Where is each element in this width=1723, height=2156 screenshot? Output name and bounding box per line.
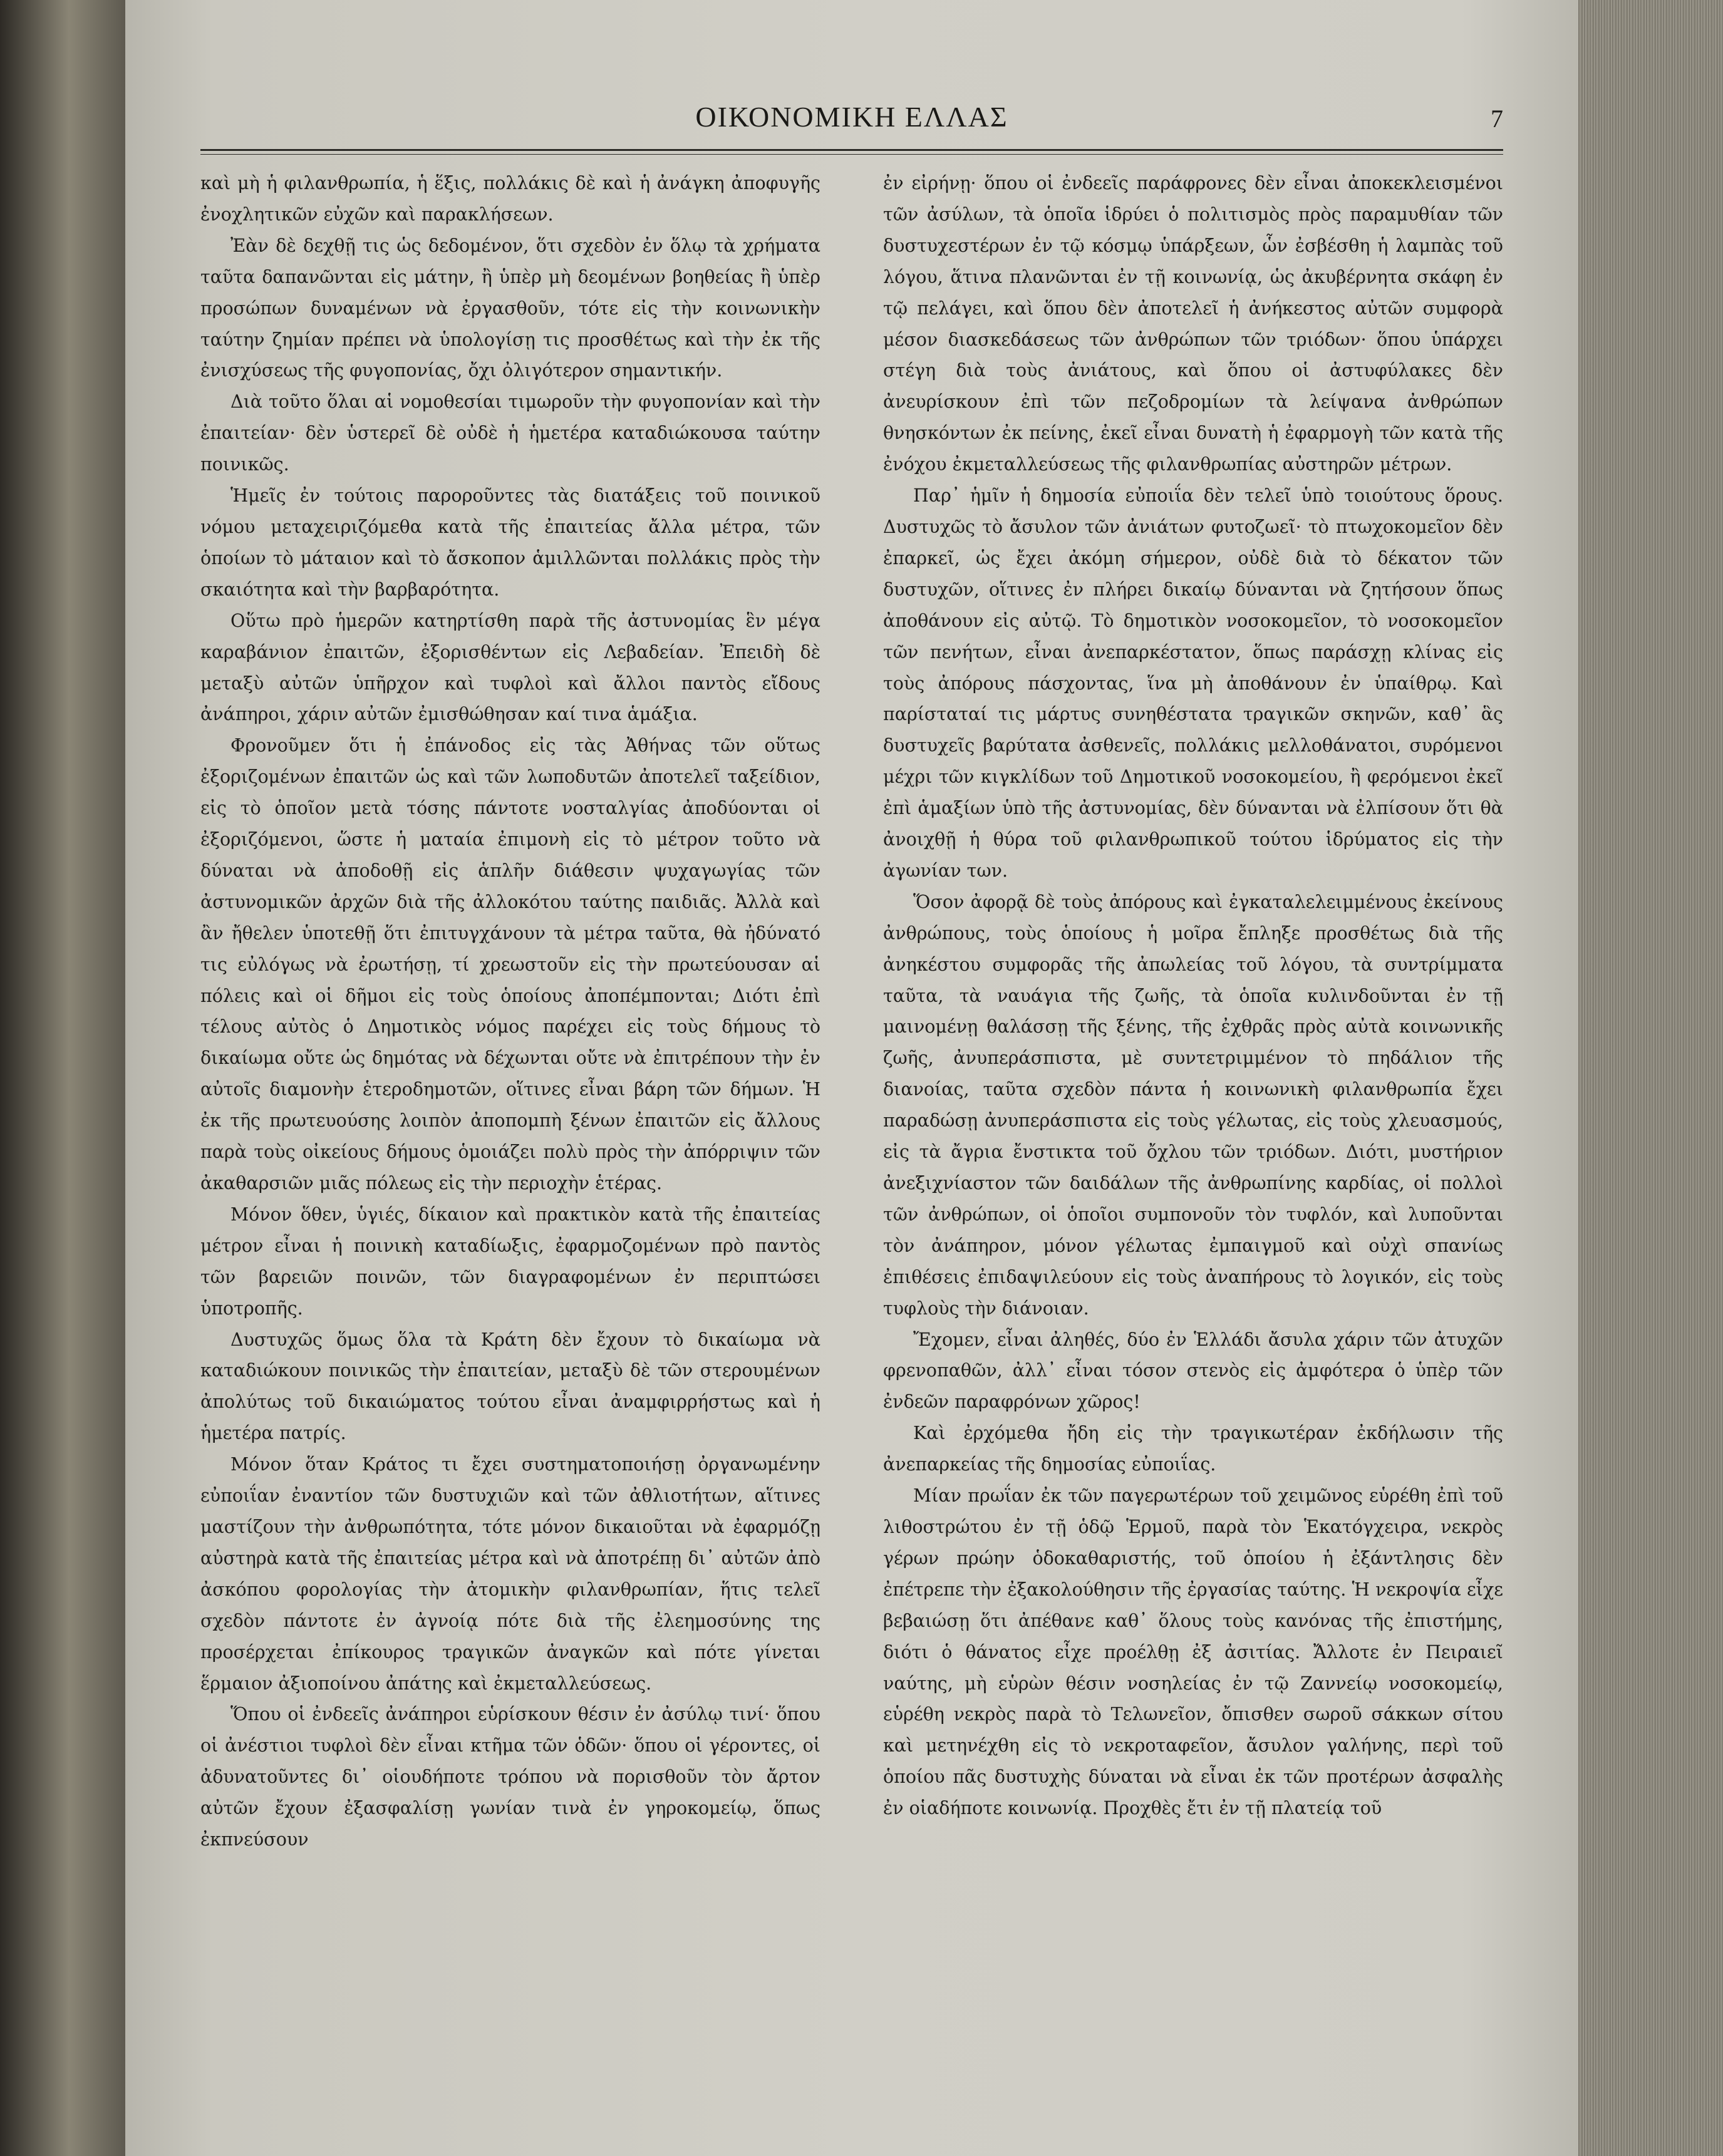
paragraph: Ὅσον ἀφορᾷ δὲ τοὺς ἀπόρους καὶ ἐγκαταλελειμμένους ἐκείνους ἀνθρώπους, τοὺς ὁποίους ἡ μοῖρα ἔπληξε προσθέτως διὰ τῆς ἀνηκέστου συμφορᾶς τῆς ἀπωλείας τοῦ λόγου, τὰ συντρίμματα ταῦτα, τὰ ναυάγια τῆς ζωῆς, τὰ ὁποῖα κυλινδοῦνται ἐν τῇ μαινομένῃ θαλάσσῃ τῆς ξένης, τῆς ἐχθρᾶς πρὸς αὐτὰ κοινωνικῆς ζωῆς, ἀνυπεράσπιστα, μὲ συντετριμμένον τὸ πηδάλιον τῆς διανοίας, ταῦτα σχεδὸν πάντα ἡ κοινωνικὴ φιλανθρωπία ἔχει παραδώσῃ ἀνυπεράσπιστα εἰς τοὺς γέλωτας, εἰς τοὺς χλευασμούς, εἰς τὰ ἄγρια ἔνστικτα τοῦ ὄχλου τῶν τριόδων. Διότι, μυστήριον ἀνεξιχνίαστον τῶν δαιδάλων τῆς ἀνθρωπίνης καρδίας, οἱ πολλοὶ τῶν ἀνθρώπων, οἱ ὁποῖοι συμπονοῦν τὸν τυφλόν, καὶ λυποῦνται τὸν ἀνάπηρον, μόνον γέλωτας ἐμπαιγμοῦ καὶ οὐχὶ σπανίως ἐπιθέσεις ἐπιδαψιλεύουν εἰς τοὺς ἀναπήρους τὸ λογικόν, εἰς τοὺς τυφλοὺς τὴν διάνοιαν.: [883, 891, 1503, 1319]
page-header: [200, 94, 1503, 163]
paragraph: Δυστυχῶς ὅμως ὅλα τὰ Κράτη δὲν ἔχουν τὸ δικαίωμα νὰ καταδιώκουν ποινικῶς τὴν ἐπαιτείαν, μεταξὺ δὲ τῶν στερουμένων ἀπολύτως τοῦ δικαιώματος τούτου εἶναι ἀναμφιρρήστως καὶ ἡ ἡμετέρα πατρίς.: [200, 1329, 820, 1444]
paragraph: Καὶ ἐρχόμεθα ἤδη εἰς τὴν τραγικωτέραν ἐκδήλωσιν τῆς ἀνεπαρκείας τῆς δημοσίας εὐποιΐας.: [883, 1423, 1503, 1475]
right-column: [883, 168, 1503, 1824]
facing-page-edge: [0, 0, 125, 2156]
paragraph: ἐν εἰρήνῃ· ὅπου οἱ ἐνδεεῖς παράφρονες δὲν εἶναι ἀποκεκλεισμένοι τῶν ἀσύλων, τὰ ὁποῖα ἱδρύει ὁ πολιτισμὸς πρὸς παραμυθίαν τῶν δυστυχεστέρων ἐν τῷ κόσμῳ ὑπάρξεων, ὧν ἐσβέσθη ἡ λαμπὰς τοῦ λόγου, ἅτινα πλανῶνται ἐν τῇ κοινωνίᾳ, ὡς ἀκυβέρνητα σκάφη ἐν τῷ πελάγει, καὶ ὅπου δὲν ἀποτελεῖ ἡ ἀνήκεστος αὐτῶν συμφορὰ μέσον διασκεδάσεως τῶν ἀνθρώπων τῶν τριόδων· ὅπου ὑπάρχει στέγη διὰ τοὺς ἀνιάτους, καὶ ὅπου οἱ ἀστυφύλακες δὲν ἀνευρίσκουν ἐπὶ τῶν πεζοδρομίων τὰ λείψανα ἀνθρώπων θνησκόντων ἐκ πείνης, ἐκεῖ εἶναι δυνατὴ ἡ ἐφαρμογὴ τῶν κατὰ τῆς ἐνόχου ἐκμεταλλεύσεως τῆς φιλανθρωπίας αὐστηρῶν μέτρων.: [883, 173, 1503, 475]
header-rule: [200, 149, 1503, 151]
left-column: [200, 168, 820, 1855]
running-title: ΟΙΚΟΝΟΜΙΚΗ ΕΛΛΑΣ: [695, 101, 1008, 133]
paragraph: Διὰ τοῦτο ὅλαι αἱ νομοθεσίαι τιμωροῦν τὴν φυγοπονίαν καὶ τὴν ἐπαιτείαν· δὲν ὑστερεῖ δὲ οὐδὲ ἡ ἡμετέρα καταδιώκουσα ταύτην ποινικῶς.: [200, 391, 820, 475]
paragraph: Ἐὰν δὲ δεχθῇ τις ὡς δεδομένον, ὅτι σχεδὸν ἐν ὅλῳ τὰ χρήματα ταῦτα δαπανῶνται εἰς μάτην, ἢ ὑπὲρ μὴ δεομένων βοηθείας ἢ ὑπὲρ προσώπων δυναμένων νὰ ἐργασθοῦν, τότε εἰς τὴν κοινωνικὴν ταύτην ζημίαν πρέπει νὰ ὑπολογίσῃ τις προσθέτως καὶ τὴν ἐκ τῆς ἐνισχύσεως τῆς φυγοπονίας, ὄχι ὀλιγότερον σημαντικήν.: [200, 235, 820, 381]
paragraph: Ἔχομεν, εἶναι ἀληθές, δύο ἐν Ἑλλάδι ἄσυλα χάριν τῶν ἀτυχῶν φρενοπαθῶν, ἀλλ᾽ εἶναι τόσον στενὸς εἰς ἀμφότερα ὁ ὑπὲρ τῶν ἐνδεῶν παραφρόνων χῶρος!: [883, 1329, 1503, 1413]
paragraph: Μίαν πρωΐαν ἐκ τῶν παγερωτέρων τοῦ χειμῶνος εὑρέθη ἐπὶ τοῦ λιθοστρώτου ἐν τῇ ὁδῷ Ἑρμοῦ, παρὰ τὸν Ἑκατόγχειρα, νεκρὸς γέρων πρώην ὁδοκαθαριστής, τοῦ ὁποίου ἡ ἐξάντλησις δὲν ἐπέτρεπε τὴν ἐξακολούθησιν τῆς ἐργασίας ταύτης. Ἡ νεκροψία εἶχε βεβαιώσῃ ὅτι ἀπέθανε καθ᾽ ὅλους τοὺς κανόνας τῆς ἐπιστήμης, διότι ὁ θάνατος εἶχε προέλθῃ ἐξ ἀσιτίας. Ἄλλοτε ἐν Πειραιεῖ ναύτης, μὴ εὑρὼν θέσιν νοσηλείας ἐν τῷ Ζαννείῳ νοσοκομείῳ, εὑρέθη νεκρὸς παρὰ τὸ Τελωνεῖον, ὄπισθεν σωροῦ σάκκων σίτου καὶ μετηνέχθη εἰς τὸ νεκροταφεῖον, ἄσυλον γαλήνης, περὶ τοῦ ὁποίου πᾶς δυστυχὴς δύναται νὰ εἶναι ἐκ τῶν προτέρων ἀσφαλὴς ἐν οἱαδήποτε κοινωνίᾳ. Προχθὲς ἔτι ἐν τῇ πλατείᾳ τοῦ: [883, 1485, 1503, 1819]
header-rule-thin: [200, 154, 1503, 155]
paragraph: Φρονοῦμεν ὅτι ἡ ἐπάνοδος εἰς τὰς Ἀθήνας τῶν οὕτως ἐξοριζομένων ἐπαιτῶν ὡς καὶ τῶν λωποδυτῶν ἀποτελεῖ ταξείδιον, εἰς τὸ ὁποῖον μετὰ τόσης πάντοτε νοσταλγίας ἀποδύονται οἱ ἐξοριζόμενοι, ὥστε ἡ ματαία ἐπιμονὴ εἰς τὸ μέτρον τοῦτο νὰ δύναται νὰ ἀποδοθῇ εἰς ἁπλῆν διάθεσιν ψυχαγωγίας τῶν ἀστυνομικῶν ἀρχῶν διὰ τῆς ἀλλοκότου ταύτης παιδιᾶς. Ἀλλὰ καὶ ἂν ἤθελεν ὑποτεθῇ ὅτι ἐπιτυγχάνουν τὰ μέτρα ταῦτα, θὰ ἠδύνατό τις εὐλόγως νὰ ἐρωτήσῃ, τί χρεωστοῦν εἰς τὴν πρωτεύουσαν αἱ πόλεις καὶ οἱ δῆμοι εἰς τοὺς ὁποίους ἀποπέμπονται; Διότι ἐπὶ τέλους αὐτὸς ὁ Δημοτικὸς νόμος παρέχει εἰς τοὺς δήμους τὸ δικαίωμα οὔτε ὡς δημότας νὰ δέχωνται οὔτε νὰ ἐπιτρέπουν τὴν ἐν αὐτοῖς διαμονὴν ἑτεροδημοτῶν, οἵτινες εἶναι βάρη τῶν δήμων. Ἡ ἐκ τῆς πρωτευούσης λοιπὸν ἀποπομπὴ ξένων ἐπαιτῶν εἰς ἄλλους παρὰ τοὺς οἰκείους δήμους ὁμοιάζει πολὺ πρὸς τὴν ἀπόρριψιν τῶν ἀκαθαρσιῶν μιᾶς πόλεως εἰς τὴν περιοχὴν ἑτέρας.: [200, 735, 820, 1194]
paragraph: Μόνον ὅταν Κράτος τι ἔχει συστηματοποιήσῃ ὀργανωμένην εὐποιΐαν ἐναντίον τῶν δυστυχιῶν καὶ τῶν ἀθλιοτήτων, αἵτινες μαστίζουν τὴν ἀνθρωπότητα, τότε μόνον δικαιοῦται νὰ ἐφαρμόζῃ αὐστηρὰ κατὰ τῆς ἐπαιτείας μέτρα καὶ νὰ ἀποτρέπῃ δι᾽ αὐτῶν ἀπὸ ἀσκόπου φορολογίας τὴν ἀτομικὴν φιλανθρωπίαν, ἥτις τελεῖ σχεδὸν πάντοτε ἐν ἀγνοίᾳ πότε διὰ τῆς ἐλεημοσύνης της προσέρχεται ἐπίκουρος τραγικῶν ἀναγκῶν καὶ πότε γίνεται ἕρμαιον ἀξιοποίνου ἀπάτης καὶ ἐκμεταλλεύσεως.: [200, 1454, 820, 1694]
book-page: [125, 0, 1578, 2156]
paragraph: καὶ μὴ ἡ φιλανθρωπία, ἡ ἕξις, πολλάκις δὲ καὶ ἡ ἀνάγκη ἀποφυγῆς ἐνοχλητικῶν εὐχῶν καὶ παρακλήσεων.: [200, 173, 820, 225]
page-number: 7: [1491, 105, 1503, 133]
page-stack-edge: [1578, 0, 1723, 2156]
paragraph: Ὅπου οἱ ἐνδεεῖς ἀνάπηροι εὑρίσκουν θέσιν ἐν ἀσύλῳ τινί· ὅπου οἱ ἀνέστιοι τυφλοὶ δὲν εἶναι κτῆμα τῶν ὁδῶν· ὅπου οἱ γέροντες, οἱ ἀδυνατοῦντες δι᾽ οἱουδήποτε τρόπου νὰ πορισθοῦν τὸν ἄρτον αὐτῶν ἔχουν ἐξασφαλίσῃ γωνίαν τινὰ ἐν γηροκομείῳ, ὅπως ἐκπνεύσουν: [200, 1704, 820, 1850]
paragraph: Παρ᾽ ἡμῖν ἡ δημοσία εὐποιΐα δὲν τελεῖ ὑπὸ τοιούτους ὅρους. Δυστυχῶς τὸ ἄσυλον τῶν ἀνιάτων φυτοζωεῖ· τὸ πτωχοκομεῖον δὲν ἐπαρκεῖ, ὡς ἔχει ἀκόμη σήμερον, οὐδὲ διὰ τὸ δέκατον τῶν δυστυχῶν, οἵτινες ἐν πλήρει δικαίῳ δύνανται νὰ ζητήσουν ὅπως ἀποθάνουν εἰς αὐτῷ. Τὸ δημοτικὸν νοσοκομεῖον, τὸ νοσοκομεῖον τῶν πενήτων, εἶναι ἀνεπαρκέστατον, ὅπως παράσχῃ κλίνας εἰς τοὺς ἀπόρους πάσχοντας, ἵνα μὴ ἀποθάνουν ἐν ὑπαίθρῳ. Καὶ παρίσταταί τις μάρτυς συνηθέστατα τραγικῶν σκηνῶν, καθ᾽ ἃς δυστυχεῖς βαρύτατα ἀσθενεῖς, πολλάκις μελλοθάνατοι, συρόμενοι μέχρι τῶν κιγκλίδων τοῦ Δημοτικοῦ νοσοκομείου, ἢ φερόμενοι ἐκεῖ ἐπὶ ἁμαξίων ὑπὸ τῆς ἀστυνομίας, δὲν δύνανται νὰ ἐλπίσουν ὅτι θὰ ἀνοιχθῇ ἡ θύρα τοῦ φιλανθρωπικοῦ τούτου ἱδρύματος εἰς τὴν ἀγωνίαν των.: [883, 485, 1503, 881]
paragraph: Οὕτω πρὸ ἡμερῶν κατηρτίσθη παρὰ τῆς ἀστυνομίας ἓν μέγα καραβάνιον ἐπαιτῶν, ἐξορισθέντων εἰς Λεβαδείαν. Ἐπειδὴ δὲ μεταξὺ αὐτῶν ὑπῆρχον καὶ τυφλοὶ καὶ ἄλλοι παντὸς εἴδους ἀνάπηροι, χάριν αὐτῶν ἐμισθώθησαν καί τινα ἁμάξια.: [200, 610, 820, 725]
paragraph: Ἡμεῖς ἐν τούτοις παροροῦντες τὰς διατάξεις τοῦ ποινικοῦ νόμου μεταχειριζόμεθα κατὰ τῆς ἐπαιτείας ἄλλα μέτρα, τῶν ὁποίων τὸ μάταιον καὶ τὸ ἄσκοπον ἁμιλλῶνται πολλάκις πρὸς τὴν σκαιότητα καὶ τὴν βαρβαρότητα.: [200, 485, 820, 600]
paragraph: Μόνον ὅθεν, ὑγιές, δίκαιον καὶ πρακτικὸν κατὰ τῆς ἐπαιτείας μέτρον εἶναι ἡ ποινικὴ καταδίωξις, ἐφαρμοζομένων πρὸ παντὸς τῶν βαρειῶν ποινῶν, τῶν διαγραφομένων ἐν περιπτώσει ὑποτροπῆς.: [200, 1204, 820, 1319]
